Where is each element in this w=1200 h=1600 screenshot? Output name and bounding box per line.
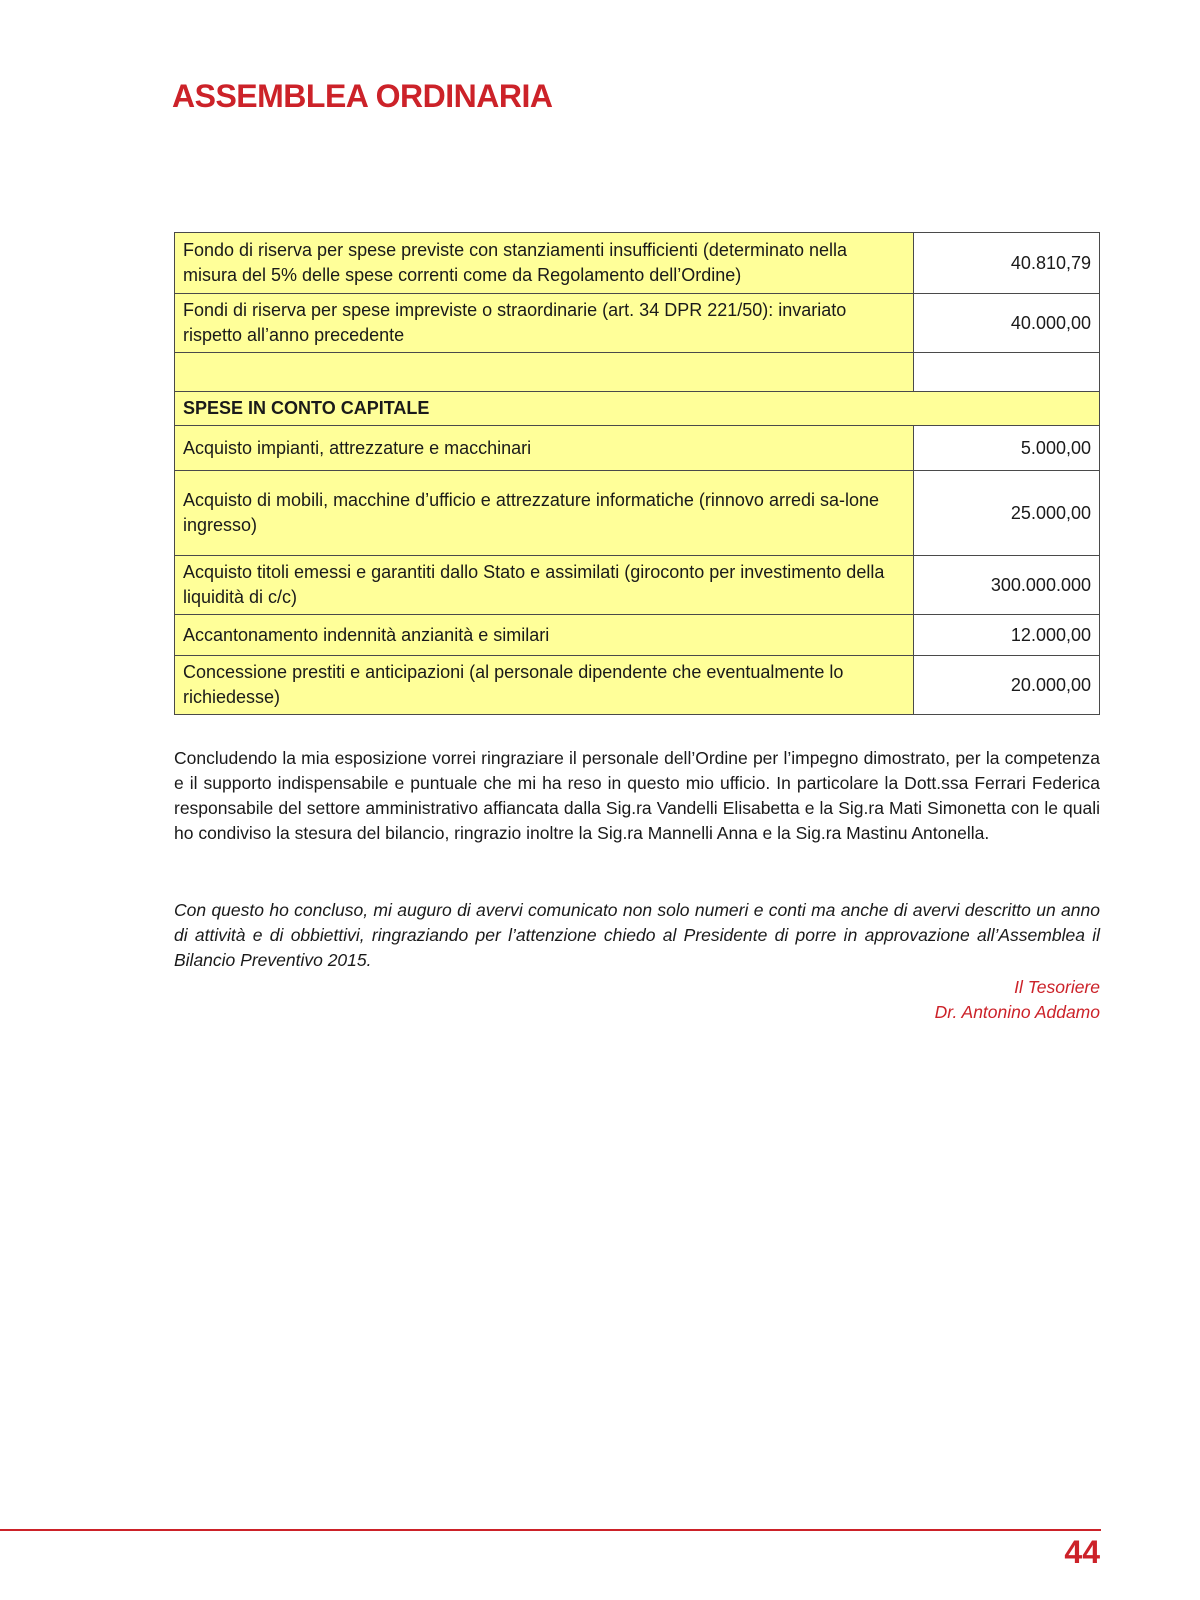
row-description: Fondo di riserva per spese previste con stanziamenti insufficienti (determinato nella misura del 5% delle spese correnti come da Regolamento dell’Ordine) <box>175 233 914 294</box>
table-row <box>175 615 1100 656</box>
signature-name: Dr. Antonino Addamo <box>934 1002 1100 1022</box>
page-title: ASSEMBLEA ORDINARIA <box>172 78 553 114</box>
empty-amount-cell <box>914 353 1100 392</box>
row-description: Accantonamento indennità anzianità e similari <box>175 615 914 656</box>
row-amount: 25.000,00 <box>914 471 1100 556</box>
row-description: Acquisto titoli emessi e garantiti dallo Stato e assimilati (giroconto per investimento della liquidità di c/c) <box>175 556 914 615</box>
row-description: Concessione prestiti e anticipazioni (al personale dipendente che eventualmente lo richiedesse) <box>175 656 914 715</box>
table-row <box>175 471 1100 556</box>
row-amount: 20.000,00 <box>914 656 1100 715</box>
row-amount: 12.000,00 <box>914 615 1100 656</box>
table-row <box>175 294 1100 353</box>
signature-role: Il Tesoriere <box>1014 977 1100 997</box>
row-description: Acquisto di mobili, macchine d’ufficio e attrezzature informatiche (rinnovo arredi sa-lone ingresso) <box>175 471 914 556</box>
table-row-empty <box>175 353 1100 392</box>
table-row <box>175 556 1100 615</box>
empty-description-cell <box>175 353 914 392</box>
table-row <box>175 233 1100 294</box>
budget-table <box>174 232 1100 715</box>
table-row <box>175 426 1100 471</box>
row-description: Acquisto impianti, attrezzature e macchinari <box>175 426 914 471</box>
row-amount: 40.810,79 <box>914 233 1100 294</box>
section-heading: SPESE IN CONTO CAPITALE <box>175 392 1100 426</box>
footer-divider <box>0 1529 1101 1531</box>
acknowledgement-paragraph: Concludendo la mia esposizione vorrei ringraziare il personale dell’Ordine per l’impegno dimostrato, per la competenza e il supporto indispensabile e puntuale che mi ha reso in questo mio ufficio. In particolare la Dott.ssa Ferrari Federica responsabile del settore amministrativo affiancata dalla Sig.ra Vandelli Elisabetta e la Sig.ra Mati Simonetta con le quali ho condiviso la stesura del bilancio, ringrazio inoltre la Sig.ra Mannelli Anna e la Sig.ra Mastinu Antonella. <box>174 748 1100 843</box>
signature-block <box>935 975 1100 1025</box>
row-amount: 300.000.000 <box>914 556 1100 615</box>
table-row <box>175 656 1100 715</box>
closing-paragraph: Con questo ho concluso, mi auguro di avervi comunicato non solo numeri e conti ma anche di avervi descritto un anno di attività e di obbiettivi, ringraziando per l’attenzione chiedo al Presidente di porre in approvazione all’Assemblea il Bilancio Preventivo 2015. <box>174 900 1100 970</box>
row-amount: 40.000,00 <box>914 294 1100 353</box>
page-number: 44 <box>1064 1534 1100 1570</box>
row-description: Fondi di riserva per spese impreviste o straordinarie (art. 34 DPR 221/50): invariato rispetto all’anno precedente <box>175 294 914 353</box>
section-heading-row <box>175 392 1100 426</box>
row-amount: 5.000,00 <box>914 426 1100 471</box>
